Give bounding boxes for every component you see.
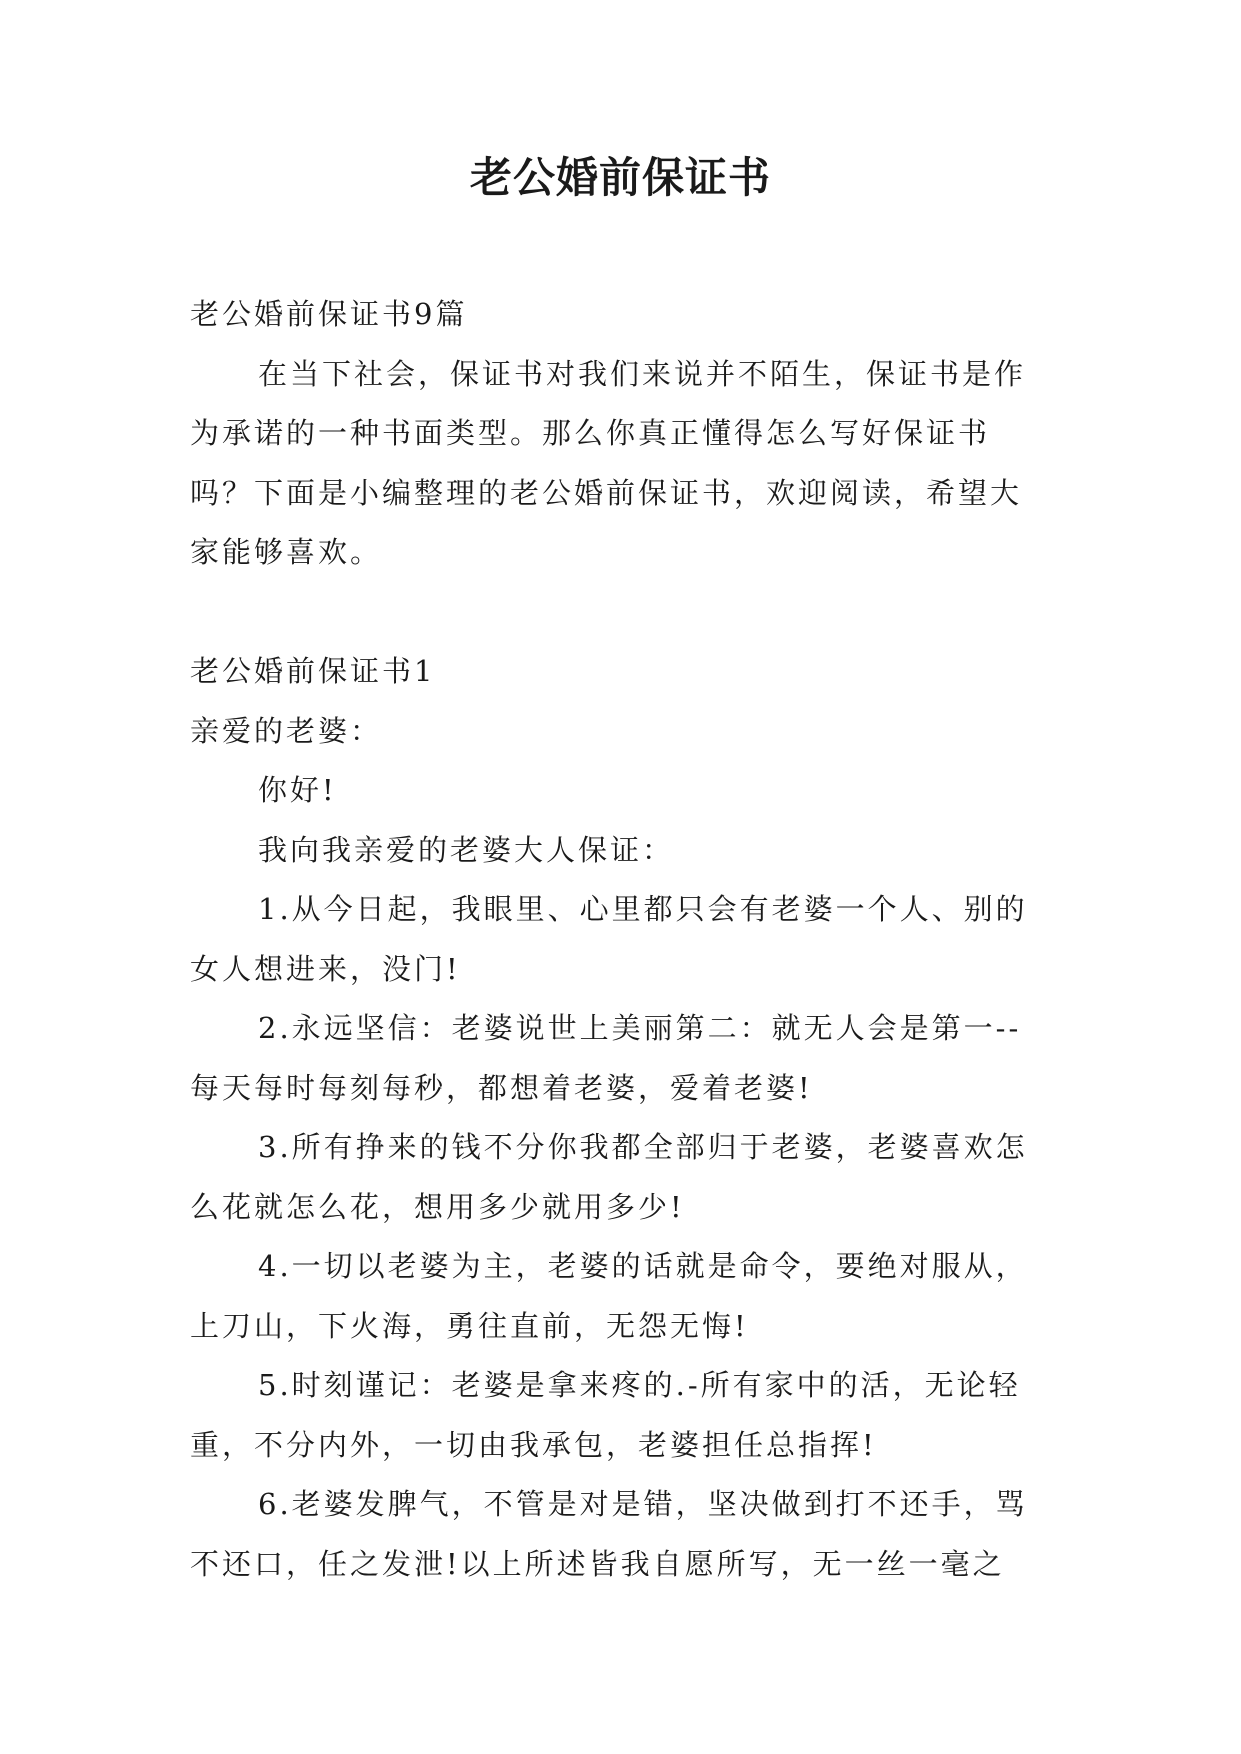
intro-paragraph: 在当下社会，保证书对我们来说并不陌生，保证书是作为承诺的一种书面类型。那么你真正懂得怎么写好保证书吗？下面是小编整理的老公婚前保证书，欢迎阅读，希望大家能够喜欢。 [190,356,1027,569]
section-heading: 老公婚前保证书1 [190,654,436,688]
promise-item-1: 1.从今日起，我眼里、心里都只会有老婆一个人、别的女人想进来，没门! [190,892,1028,986]
document-body [190,285,1052,1594]
salutation: 亲爱的老婆： [190,713,383,748]
promise-item-5: 5.时刻谨记：老婆是拿来疼的.-所有家中的活，无论轻重，不分内外，一切由我承包，老婆担任总指挥! [190,1368,1021,1462]
document-title: 老公婚前保证书 [469,153,771,202]
promise-item-6: 6.老婆发脾气，不管是对是错，坚决做到打不还手，骂不还口，任之发泄!以上所述皆我自愿所写，无一丝一毫之 [190,1487,1028,1581]
document-subtitle: 老公婚前保证书9篇 [190,297,468,331]
paragraph-gap [190,583,1052,643]
promise-item-3: 3.所有挣来的钱不分你我都全部归于老婆，老婆喜欢怎么花就怎么花，想用多少就用多少! [190,1130,1028,1224]
lead-sentence: 我向我亲爱的老婆大人保证： [258,832,675,867]
promise-item-4: 4.一切以老婆为主，老婆的话就是命令，要绝对服从，上刀山，下火海，勇往直前，无怨无悔! [190,1249,1028,1343]
greeting: 你好! [258,773,337,807]
promise-item-2: 2.永远坚信：老婆说世上美丽第二：就无人会是第一--每天每时每刻每秒，都想着老婆，爱着老婆! [190,1011,1022,1105]
